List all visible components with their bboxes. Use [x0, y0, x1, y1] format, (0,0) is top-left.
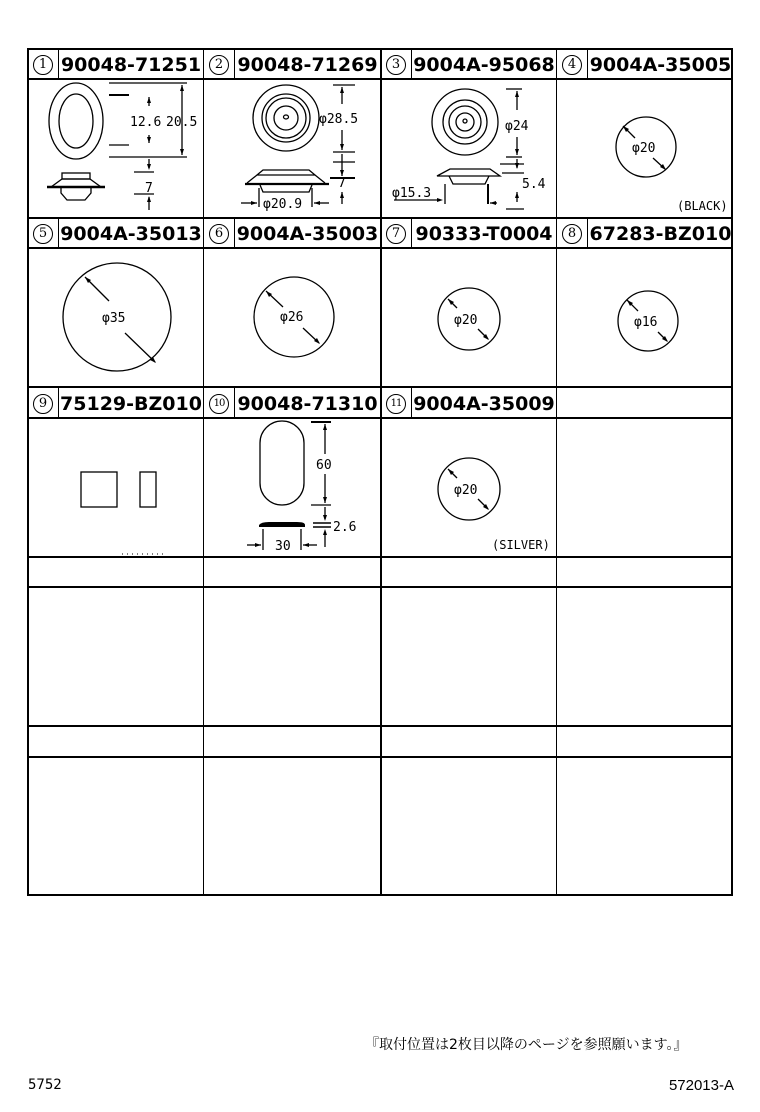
- part-number-11: 9004A-35009: [413, 392, 555, 415]
- svg-text:7: 7: [338, 176, 346, 191]
- plug-drawing-6: [205, 249, 380, 386]
- part-number-10: 90048-71310: [237, 392, 378, 415]
- tape-drawing-9: [29, 419, 203, 556]
- item-number-5: 5: [28, 218, 58, 249]
- item-number-3: 3: [381, 49, 411, 80]
- item-number-1: 1: [28, 49, 58, 80]
- svg-text:5.4: 5.4: [522, 177, 546, 192]
- item-number-2: 2: [204, 49, 234, 80]
- color-note-silver: (SILVER): [492, 538, 550, 552]
- item-number-7: 7: [381, 218, 411, 249]
- svg-text:2.6: 2.6: [333, 520, 357, 535]
- plug-drawing-7: [382, 249, 556, 386]
- item-number-11: 11: [381, 388, 411, 419]
- color-note-black: (BLACK): [677, 199, 728, 213]
- part-number-7: 90333-T0004: [415, 222, 553, 245]
- item-number-6: 6: [204, 218, 234, 249]
- part-number-1: 90048-71251: [60, 53, 202, 76]
- svg-text:60: 60: [316, 458, 332, 473]
- part-number-4: 9004A-35005: [589, 53, 732, 76]
- svg-text:φ20: φ20: [454, 313, 478, 328]
- svg-text:φ35: φ35: [102, 311, 126, 326]
- plug-drawing-11: [382, 419, 556, 556]
- installation-note: 『取付位置は2枚目以降のページを参照願います。』: [365, 1037, 688, 1053]
- plug-drawing-10: [205, 419, 380, 556]
- part-number-2: 90048-71269: [237, 53, 378, 76]
- svg-text:φ20.9: φ20.9: [263, 197, 303, 212]
- svg-text:φ26: φ26: [280, 310, 304, 325]
- part-number-6: 9004A-35003: [236, 222, 379, 245]
- page-code-left: 5752: [28, 1077, 62, 1093]
- plug-drawing-5: [29, 249, 203, 386]
- svg-text:30: 30: [275, 539, 291, 554]
- part-number-8: 67283-BZ010: [589, 222, 732, 245]
- svg-text:7: 7: [145, 181, 153, 196]
- svg-text:φ20: φ20: [454, 483, 478, 498]
- column-divider: [556, 48, 557, 896]
- svg-text:φ28.5: φ28.5: [319, 112, 359, 127]
- svg-text:12.6: 12.6: [130, 115, 162, 130]
- svg-text:φ16: φ16: [634, 315, 658, 330]
- plug-drawing-4: [558, 80, 732, 216]
- item-number-4: 4: [557, 49, 587, 80]
- part-number-9: 75129-BZ010: [60, 392, 202, 415]
- svg-text:φ24: φ24: [505, 119, 529, 134]
- part-number-3: 9004A-95068: [413, 53, 555, 76]
- grommet-drawing-1: [29, 80, 203, 216]
- page-code-right: 572013-A: [668, 1077, 734, 1094]
- item-number-8: 8: [557, 218, 587, 249]
- grommet-drawing-3: [382, 80, 556, 216]
- item-number-10: 10: [204, 388, 234, 419]
- item-number-9: 9: [28, 388, 58, 419]
- svg-text:φ20: φ20: [632, 141, 656, 156]
- part-number-5: 9004A-35013: [60, 222, 202, 245]
- grommet-drawing-2: [205, 80, 380, 216]
- column-divider: [203, 48, 204, 896]
- svg-text:φ15.3: φ15.3: [392, 186, 432, 201]
- svg-text:20.5: 20.5: [166, 115, 198, 130]
- plug-drawing-8: [558, 249, 732, 386]
